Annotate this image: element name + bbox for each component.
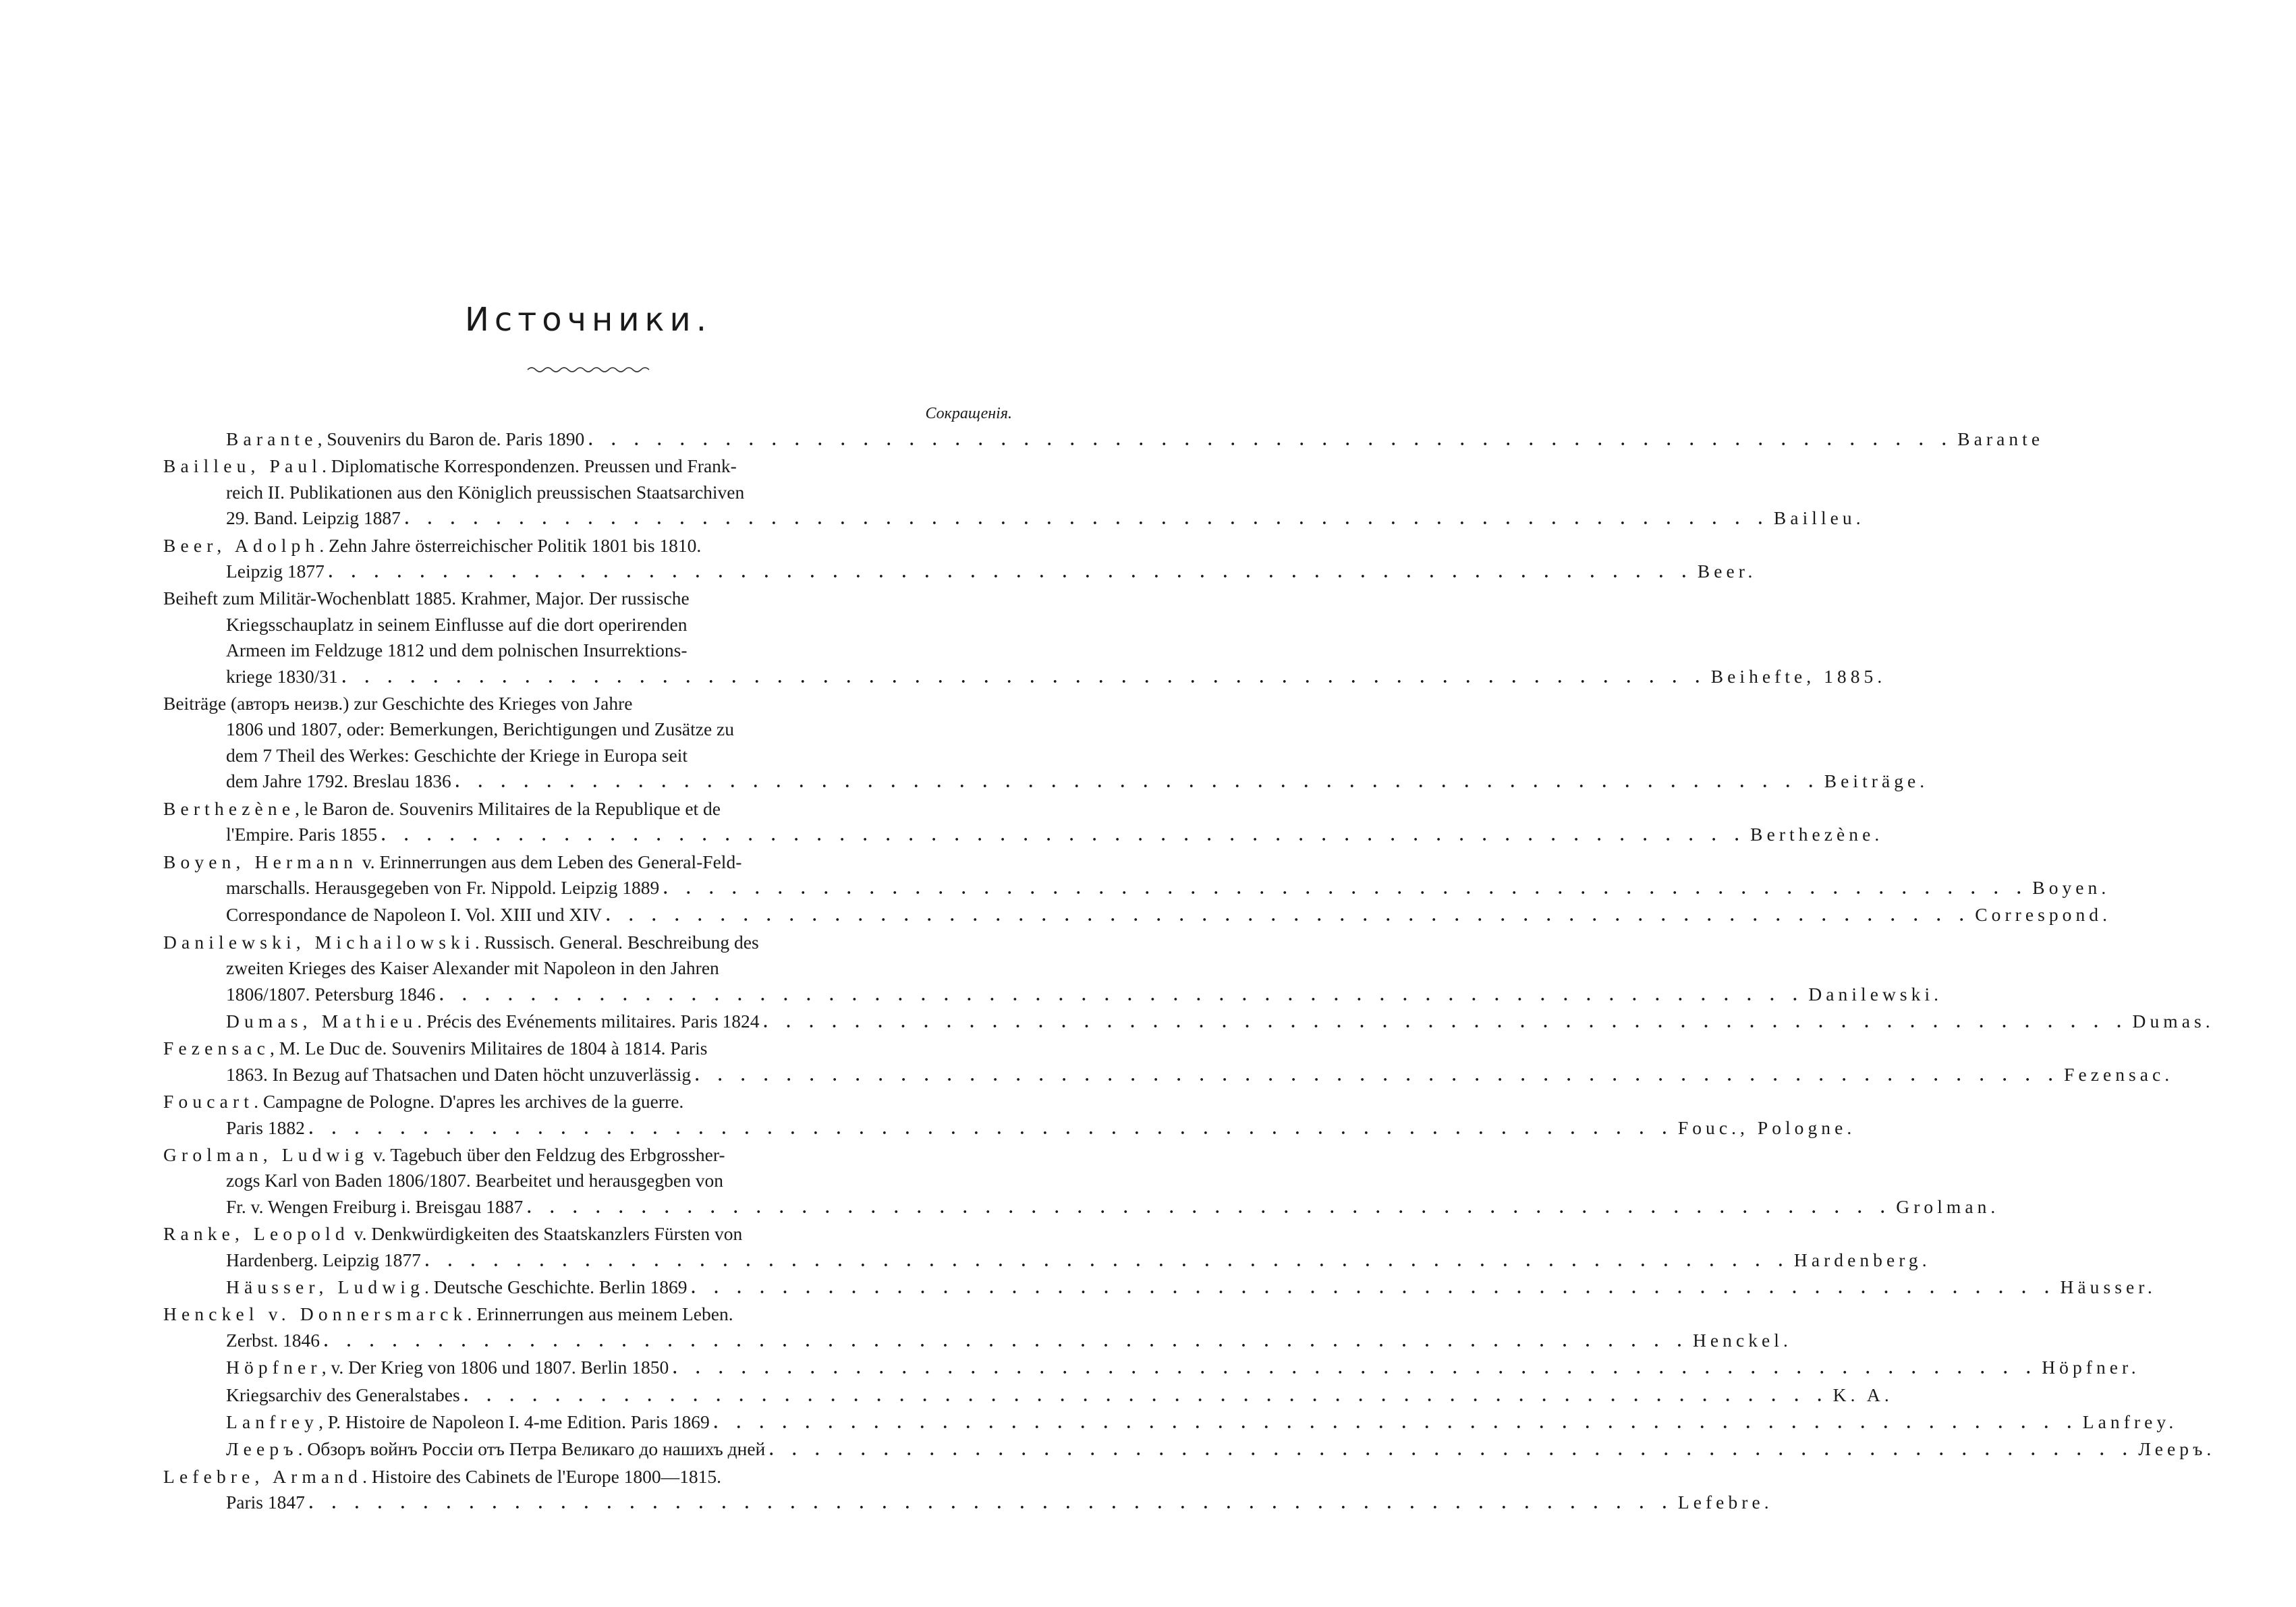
entry-text: kriege 1830/31 xyxy=(226,665,338,687)
dot-leader: . . . . . . . . . . . . . . . . . . . . . . . . . . . . . . . . . . . . . . . . . . . . . . . . . . . . . . . . . . . . xyxy=(588,432,1954,449)
source-entry xyxy=(163,453,1865,532)
sources-list xyxy=(163,426,2216,1517)
entry-continuation-line: reich II. Publikationen aus den Königlich preussischen Staatsarchiven xyxy=(226,481,745,503)
entry-abbreviation: Лееръ. xyxy=(2138,1438,2216,1460)
entry-author: Höpfner xyxy=(226,1357,322,1378)
entry-line xyxy=(226,1436,2216,1463)
entry-first-line: Beiträge (авторъ неизв.) zur Geschichte des Krieges von Jahre xyxy=(163,693,633,714)
entry-text: marschalls. Herausgegeben von Fr. Nippold. Leipzig 1889 xyxy=(226,876,660,898)
entry-continuation-line: 1806 und 1807, oder: Bemerkungen, Berichtigungen und Zusätze zu xyxy=(226,718,735,740)
entry-line xyxy=(226,902,2112,929)
entry-first-line: Grolman, Ludwig v. Tagebuch über den Feldzug des Erbgrossher- xyxy=(163,1144,725,1165)
dot-leader: . . . . . . . . . . . . . . . . . . . . . . . . . . . . . . . . . . . . . . . . . . . . . . . . . . . . . . . . . . . . xyxy=(673,1360,2038,1378)
source-entry xyxy=(163,930,1943,1009)
entry-first-line: Bailleu, Paul. Diplomatische Korrespondenzen. Preussen und Frank- xyxy=(163,455,737,477)
entry-author: Henckel v. Donnersmarck xyxy=(163,1303,468,1325)
entry-text: l'Empire. Paris 1855 xyxy=(226,824,378,845)
entry-text: Häusser, Ludwig. Deutsche Geschichte. Berlin 1869 xyxy=(226,1276,688,1297)
dot-leader: . . . . . . . . . . . . . . . . . . . . . . . . . . . . . . . . . . . . . . . . . . . . . . . . . . . . . . . . . . . . xyxy=(769,1442,2135,1460)
source-entry xyxy=(163,1301,1792,1355)
entry-text: Dumas, Mathieu. Précis des Evénements militaires. Paris 1824 xyxy=(226,1010,760,1032)
entry-first-line: Beer, Adolph. Zehn Jahre österreichischer Politik 1801 bis 1810. xyxy=(163,534,702,556)
entry-last-line xyxy=(226,822,1884,849)
entry-author: Fezensac xyxy=(163,1038,270,1059)
entry-author: Dumas, Mathieu xyxy=(226,1010,418,1032)
source-entry xyxy=(163,902,2112,929)
dot-leader: . . . . . . . . . . . . . . . . . . . . . . . . . . . . . . . . . . . . . . . . . . . . . . . . . . . . . . . . . . . . xyxy=(324,1332,1689,1351)
entry-abbreviation: Grolman. xyxy=(1896,1195,2000,1217)
entry-continuation-line: zogs Karl von Baden 1806/1807. Bearbeitet und herausgegben von xyxy=(226,1170,723,1191)
entry-abbreviation: Hardenberg. xyxy=(1793,1249,1931,1270)
entry-line xyxy=(226,1382,1893,1409)
entry-author: Ranke, Leopold xyxy=(163,1223,349,1245)
dot-leader: . . . . . . . . . . . . . . . . . . . . . . . . . . . . . . . . . . . . . . . . . . . . . . . . . . . . . . . . . . . . xyxy=(404,511,1770,529)
entry-abbreviation: Boyen. xyxy=(2032,876,2110,898)
source-entry xyxy=(163,1464,1773,1517)
dot-leader: . . . . . . . . . . . . . . . . . . . . . . . . . . . . . . . . . . . . . . . . . . . . . . . . . . . . . . . . . . . . xyxy=(341,669,1707,687)
entry-line xyxy=(226,426,2044,453)
entry-abbreviation: Häusser. xyxy=(2060,1276,2156,1297)
entry-first-line: Lefebre, Armand. Histoire des Cabinets de l'Europe 1800—1815. xyxy=(163,1465,722,1487)
entry-text: Barante, Souvenirs du Baron de. Paris 1890 xyxy=(226,428,585,449)
entry-first-line: Danilewski, Michailowski. Russisch. General. Beschreibung des xyxy=(163,931,759,953)
source-entry xyxy=(163,1221,1931,1274)
dot-leader: . . . . . . . . . . . . . . . . . . . . . . . . . . . . . . . . . . . . . . . . . . . . . . . . . . . . . . . . . . . . xyxy=(464,1387,1829,1405)
entry-text: Fr. v. Wengen Freiburg i. Breisgau 1887 xyxy=(226,1195,524,1217)
entry-abbreviation: Beiträge. xyxy=(1824,770,1929,792)
entry-last-line xyxy=(226,982,1943,1009)
dot-leader: . . . . . . . . . . . . . . . . . . . . . . . . . . . . . . . . . . . . . . . . . . . . . . . . . . . . . . . . . . . . xyxy=(713,1415,2079,1433)
source-entry xyxy=(163,1436,2216,1463)
dot-leader: . . . . . . . . . . . . . . . . . . . . . . . . . . . . . . . . . . . . . . . . . . . . . . . . . . . . . . . . . . . . xyxy=(763,1013,2129,1032)
entry-first-line: Boyen, Hermann v. Erinnerrungen aus dem Leben des General-Feld- xyxy=(163,851,742,872)
entry-line xyxy=(226,1274,2156,1301)
entry-text: dem Jahre 1792. Breslau 1836 xyxy=(226,770,451,792)
entry-text: Zerbst. 1846 xyxy=(226,1329,320,1351)
entry-abbreviation: Beihefte, 1885. xyxy=(1710,665,1886,687)
source-entry xyxy=(163,1382,1893,1409)
entry-abbreviation: Beer. xyxy=(1697,561,1757,582)
entry-text: Leipzig 1877 xyxy=(226,561,325,582)
entry-text: Correspondance de Napoleon I. Vol. XIII und XIV xyxy=(226,904,603,926)
entry-first-line: Foucart. Campagne de Pologne. D'apres les archives de la guerre. xyxy=(163,1091,684,1112)
entry-author: Grolman, Ludwig xyxy=(163,1144,369,1165)
entry-abbreviation: Lanfrey. xyxy=(2082,1411,2178,1433)
source-entry xyxy=(163,1009,2214,1036)
entry-author: Häusser, Ludwig xyxy=(226,1276,425,1297)
entry-author: Danilewski, Michailowski xyxy=(163,931,475,953)
entry-text: 29. Band. Leipzig 1887 xyxy=(226,507,401,529)
title-ornament xyxy=(0,364,1177,378)
entry-first-line: Ranke, Leopold v. Denkwürdigkeiten des Staatskanzlers Fürsten von xyxy=(163,1223,743,1245)
entry-last-line xyxy=(226,1062,2174,1089)
entry-author: Boyen, Hermann xyxy=(163,851,358,872)
entry-abbreviation: Danilewski. xyxy=(1808,983,1943,1005)
entry-first-line: Beiheft zum Militär-Wochenblatt 1885. Krahmer, Major. Der russische xyxy=(163,588,690,609)
entry-text: Paris 1882 xyxy=(226,1117,305,1138)
page-title: Источники. xyxy=(464,301,712,339)
wavy-rule-icon xyxy=(526,364,651,375)
entry-continuation-line: zweiten Krieges des Kaiser Alexander mit Napoleon in den Jahren xyxy=(226,957,719,979)
entry-author: Berthezène xyxy=(163,797,296,819)
entry-abbreviation: Bailleu. xyxy=(1773,507,1865,529)
dot-leader: . . . . . . . . . . . . . . . . . . . . . . . . . . . . . . . . . . . . . . . . . . . . . . . . . . . . . . . . . . . . xyxy=(691,1280,2056,1297)
source-entry xyxy=(163,1274,2156,1301)
entry-last-line xyxy=(226,559,1757,586)
source-entry xyxy=(163,1036,2174,1089)
dot-leader: . . . . . . . . . . . . . . . . . . . . . . . . . . . . . . . . . . . . . . . . . . . . . . . . . . . . . . . . . . . . xyxy=(455,774,1820,792)
entry-first-line: Fezensac, M. Le Duc de. Souvenirs Militaires de 1804 à 1814. Paris xyxy=(163,1038,708,1059)
entry-line xyxy=(226,1409,2178,1436)
source-entry xyxy=(163,849,2110,903)
source-entry xyxy=(163,1355,2140,1382)
source-entry xyxy=(163,796,1884,849)
entry-abbreviation: Barante xyxy=(1957,428,2044,449)
source-entry xyxy=(163,533,1757,586)
source-entry xyxy=(163,1142,2000,1221)
dot-leader: . . . . . . . . . . . . . . . . . . . . . . . . . . . . . . . . . . . . . . . . . . . . . . . . . . . . . . . . . . . . xyxy=(381,827,1747,845)
entry-abbreviation: K. A. xyxy=(1832,1384,1893,1405)
source-entry xyxy=(163,586,1886,691)
entry-author: Lanfrey xyxy=(226,1411,319,1433)
dot-leader: . . . . . . . . . . . . . . . . . . . . . . . . . . . . . . . . . . . . . . . . . . . . . . . . . . . . . . . . . . . . xyxy=(308,1495,1674,1513)
entry-abbreviation: Lefebre. xyxy=(1677,1492,1773,1513)
entry-abbreviation: Henckel. xyxy=(1693,1329,1792,1351)
entry-last-line xyxy=(226,505,1865,532)
entry-abbreviation: Fezensac. xyxy=(2064,1063,2174,1085)
abbreviations-header: Сокращенія. xyxy=(925,405,1012,422)
entry-author: Lefebre, Armand xyxy=(163,1465,363,1487)
entry-last-line xyxy=(226,664,1886,691)
entry-last-line xyxy=(226,1115,1856,1142)
entry-continuation-line: dem 7 Theil des Werkes: Geschichte der Kriege in Europa seit xyxy=(226,744,688,766)
entry-text: Hardenberg. Leipzig 1877 xyxy=(226,1249,421,1270)
dot-leader: . . . . . . . . . . . . . . . . . . . . . . . . . . . . . . . . . . . . . . . . . . . . . . . . . . . . . . . . . . . . xyxy=(606,907,1971,926)
source-entry xyxy=(163,426,2044,453)
entry-last-line xyxy=(226,1194,2000,1221)
entry-last-line xyxy=(226,1328,1792,1355)
entry-abbreviation: Berthezène. xyxy=(1750,824,1884,845)
entry-line xyxy=(226,1355,2140,1382)
entry-author: Foucart xyxy=(163,1091,254,1112)
entry-abbreviation: Höpfner. xyxy=(2042,1357,2140,1378)
entry-abbreviation: Fouc., Pologne. xyxy=(1677,1117,1856,1138)
entry-text: Kriegsarchiv des Generalstabes xyxy=(226,1384,460,1405)
entry-last-line xyxy=(226,1490,1773,1517)
entry-author: Barante xyxy=(226,428,318,449)
dot-leader: . . . . . . . . . . . . . . . . . . . . . . . . . . . . . . . . . . . . . . . . . . . . . . . . . . . . . . . . . . . . xyxy=(328,564,1693,582)
entry-text: Lanfrey, P. Histoire de Napoleon I. 4-me Edition. Paris 1869 xyxy=(226,1411,710,1433)
entry-text: Höpfner, v. Der Krieg von 1806 und 1807. Berlin 1850 xyxy=(226,1357,669,1378)
source-entry xyxy=(163,1409,2178,1436)
dot-leader: . . . . . . . . . . . . . . . . . . . . . . . . . . . . . . . . . . . . . . . . . . . . . . . . . . . . . . . . . . . . xyxy=(663,880,2029,898)
entry-continuation-line: Armeen im Feldzuge 1812 und dem polnischen Insurrektions- xyxy=(226,640,688,661)
dot-leader: . . . . . . . . . . . . . . . . . . . . . . . . . . . . . . . . . . . . . . . . . . . . . . . . . . . . . . . . . . . . xyxy=(695,1067,2061,1085)
dot-leader: . . . . . . . . . . . . . . . . . . . . . . . . . . . . . . . . . . . . . . . . . . . . . . . . . . . . . . . . . . . . xyxy=(527,1199,1893,1217)
entry-abbreviation: Dumas. xyxy=(2132,1010,2214,1032)
entry-author: Лееръ xyxy=(226,1438,298,1460)
entry-author: Beer, Adolph xyxy=(163,534,320,556)
entry-line xyxy=(226,1009,2214,1036)
entry-last-line xyxy=(226,768,1929,795)
entry-text: 1806/1807. Petersburg 1846 xyxy=(226,983,436,1005)
entry-last-line xyxy=(226,875,2110,902)
source-entry xyxy=(163,691,1929,796)
entry-text: 1863. In Bezug auf Thatsachen und Daten höcht unzuverlässig xyxy=(226,1063,692,1085)
entry-continuation-line: Kriegsschauplatz in seinem Einflusse auf die dort operirenden xyxy=(226,613,688,635)
entry-first-line: Henckel v. Donnersmarck. Erinnerrungen aus meinem Leben. xyxy=(163,1303,733,1325)
entry-first-line: Berthezène, le Baron de. Souvenirs Militaires de la Republique et de xyxy=(163,797,721,819)
entry-last-line xyxy=(226,1247,1931,1274)
entry-abbreviation: Correspond. xyxy=(1975,904,2112,926)
source-entry xyxy=(163,1089,1856,1142)
entry-author: Bailleu, Paul xyxy=(163,455,323,477)
dot-leader: . . . . . . . . . . . . . . . . . . . . . . . . . . . . . . . . . . . . . . . . . . . . . . . . . . . . . . . . . . . . xyxy=(439,986,1805,1005)
dot-leader: . . . . . . . . . . . . . . . . . . . . . . . . . . . . . . . . . . . . . . . . . . . . . . . . . . . . . . . . . . . . xyxy=(308,1120,1674,1138)
dot-leader: . . . . . . . . . . . . . . . . . . . . . . . . . . . . . . . . . . . . . . . . . . . . . . . . . . . . . . . . . . . . xyxy=(424,1252,1790,1270)
entry-text: Лееръ. Обзоръ войнъ Россiи отъ Петра Великаго до нашихъ дней xyxy=(226,1438,766,1460)
entry-text: Paris 1847 xyxy=(226,1492,305,1513)
